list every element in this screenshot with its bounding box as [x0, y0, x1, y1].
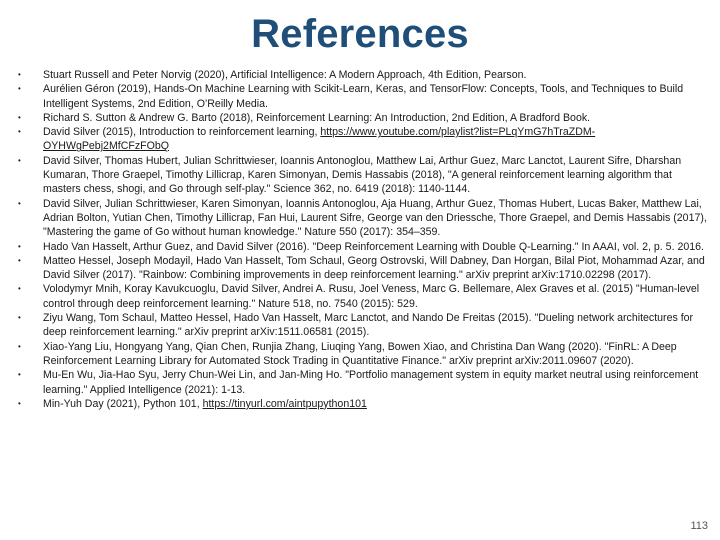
reference-text: Ziyu Wang, Tom Schaul, Matteo Hessel, Hado Van Hasselt, Marc Lanctot, and Nando De Freitas (2015). "Dueling network architectures for deep reinforcement learning." arXiv preprint arXiv:1511.06581 (2015). — [43, 312, 694, 339]
bullet-icon: • — [18, 313, 21, 323]
bullet-icon: • — [18, 70, 21, 79]
reference-text: Xiao-Yang Liu, Hongyang Yang, Qian Chen, Runjia Zhang, Liuqing Yang, Bowen Xiao, and Christina Dan Wang (2020). "FinRL: A Deep Reinforcement Learning Library for Automated Stock Trading in Quantitative Finance." arXiv preprint arXiv:2011.09607 (2020). — [43, 340, 677, 367]
bullet-icon: • — [18, 398, 21, 408]
reference-item — [18, 397, 708, 411]
reference-text: Volodymyr Mnih, Koray Kavukcuoglu, David Silver, Andrei A. Rusu, Joel Veness, Marc G. Bellemare, Alex Graves et al. (2015) "Human-level control through deep reinforcement learning." Nature 518, no. 7540 (2015): 529. — [43, 283, 700, 310]
reference-item — [18, 154, 708, 197]
bullet-icon: • — [18, 255, 21, 265]
reference-list — [18, 68, 708, 411]
reference-item — [18, 125, 708, 154]
reference-item — [18, 254, 708, 283]
reference-text: Hado Van Hasselt, Arthur Guez, and David Silver (2016). "Deep Reinforcement Learning with Double Q-Learning." In AAAI, vol. 2, p. 5. 2016. — [43, 240, 704, 253]
reference-item — [18, 111, 708, 125]
reference-item — [18, 82, 708, 111]
reference-text: Stuart Russell and Peter Norvig (2020), Artificial Intelligence: A Modern Approach, 4th Edition, Pearson. — [43, 69, 527, 81]
reference-item — [18, 340, 708, 369]
reference-link[interactable]: https://www.youtube.com/playlist?list=PLqYmG7hTraZDM-OYHWgPebj2MfCFzFObQ — [43, 126, 596, 153]
reference-text: Aurélien Géron (2019), Hands-On Machine Learning with Scikit-Learn, Keras, and TensorFlow: Concepts, Tools, and Techniques to Build Intelligent Systems, 2nd Edition, O’Reilly Media. — [43, 83, 684, 110]
reference-item — [18, 68, 708, 82]
reference-text: Richard S. Sutton & Andrew G. Barto (2018), Reinforcement Learning: An Introduction, 2nd Edition, A Bradford Book. — [43, 111, 591, 124]
reference-text: Mu-En Wu, Jia-Hao Syu, Jerry Chun-Wei Lin, and Jan-Ming Ho. "Portfolio management system in equity market neutral using reinforcement learning." Applied Intelligence (2021): 1-13. — [43, 369, 699, 396]
bullet-icon: • — [18, 284, 21, 294]
reference-item — [18, 368, 708, 397]
reference-item — [18, 240, 708, 254]
reference-text: David Silver, Julian Schrittwieser, Karen Simonyan, Ioannis Antonoglou, Aja Huang, Arthur Guez, Thomas Hubert, Lucas Baker, Matthew Lai, Adrian Bolton, Yutian Chen, Timothy Lillicrap, Fan Hui, Laurent Sifre, George van den Driessche, Thore Graepel, and Demis Hassabis (2017), "Mastering the game of Go without human knowledge." Nature 550 (2017): 354–359. — [43, 197, 707, 239]
reference-item — [18, 282, 708, 311]
reference-item — [18, 197, 708, 240]
bullet-icon: • — [18, 198, 21, 208]
page-number: 113 — [690, 520, 708, 532]
reference-text: David Silver, Thomas Hubert, Julian Schrittwieser, Ioannis Antonoglou, Matthew Lai, Arthur Guez, Marc Lanctot, Laurent Sifre, Dharshan Kumaran, Thore Graepel, Timothy Lillicrap, Karen Simonyan, Demis Hassabis (2018), "A general reinforcement learning algorithm that masters chess, shogi, and Go through self-play." Science 362, no. 6419 (2018): 1140-1144. — [43, 154, 682, 196]
bullet-icon: • — [18, 112, 21, 122]
bullet-icon: • — [18, 84, 21, 94]
reference-link[interactable]: https://tinyurl.com/aintpupython101 — [202, 397, 367, 410]
reference-text: David Silver (2015), Introduction to reinforcement learning, — [43, 126, 321, 139]
bullet-icon: • — [18, 155, 21, 165]
bullet-icon: • — [18, 241, 21, 251]
reference-item — [18, 311, 708, 340]
slide-title: References — [251, 12, 469, 56]
bullet-icon: • — [18, 370, 21, 380]
bullet-icon: • — [18, 341, 21, 351]
reference-text: Matteo Hessel, Joseph Modayil, Hado Van Hasselt, Tom Schaul, Georg Ostrovski, Will Dabney, Dan Horgan, Bilal Piot, Mohammad Azar, and David Silver (2017). "Rainbow: Combining improvements in deep reinforcement learning." arXiv preprint arXiv:1710.02298 (2017). — [43, 254, 705, 282]
reference-text: Min-Yuh Day (2021), Python 101, — [43, 397, 203, 410]
bullet-icon: • — [18, 127, 21, 137]
